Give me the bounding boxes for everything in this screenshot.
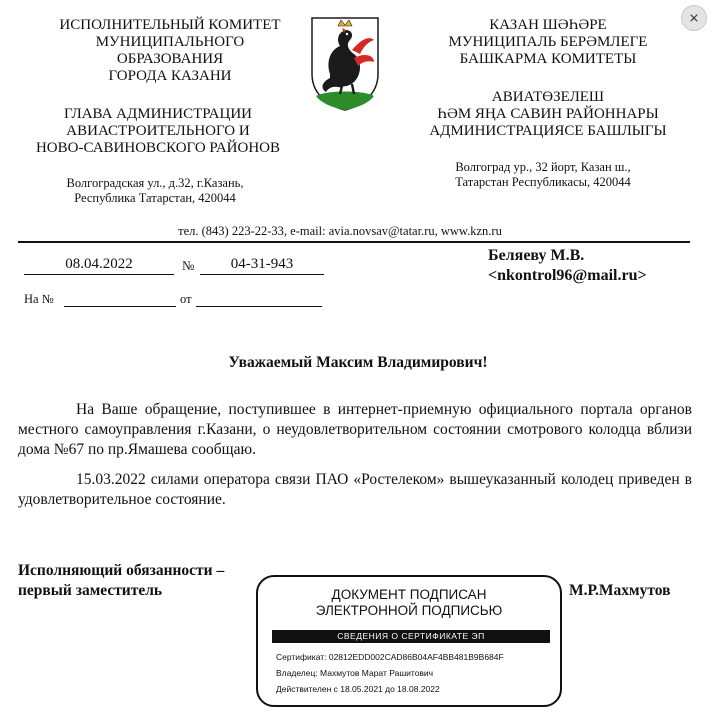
left-head-line: НОВО-САВИНОВСКОГО РАЙОНОВ [35,140,281,156]
left-org-line: ОБРАЗОВАНИЯ [116,51,224,67]
left-head-line: АВИАСТРОИТЕЛЬНОГО И [66,123,250,139]
left-address-line: Республика Татарстан, 420044 [74,191,236,205]
recipient-block [488,246,647,286]
number-label: № [182,258,195,273]
left-address [20,176,290,206]
electronic-signature-stamp [256,575,562,707]
right-org-line: МУНИЦИПАЛЬ БЕРӘМЛЕГЕ [448,34,648,50]
stamp-title-line: ЭЛЕКТРОННОЙ ПОДПИСЬЮ [315,603,503,618]
stamp-certificate-bar: СВЕДЕНИЯ О СЕРТИФИКАТЕ ЭП [272,630,550,643]
left-org-line: МУНИЦИПАЛЬНОГО [95,34,245,50]
signer-position [18,561,224,601]
body-paragraph-1: На Ваше обращение, поступившее в интернет-приемную официального портала органов местного самоуправления г.Казани, о неудовлетворительном состоянии смотрового колодца вблизи дома №67 по пр.Ямашева сообщаю. [18,401,692,458]
ref-date-field [196,291,322,307]
stamp-validity: Действителен с 18.05.2021 до 18.08.2022 [276,684,440,694]
right-address-line: Волгоград ур., 32 йорт, Казан ш., [455,160,631,174]
left-head-block [8,106,308,157]
left-org-line: ИСПОЛНИТЕЛЬНЫЙ КОМИТЕТ [59,17,281,33]
right-address-line: Татарстан Республикасы, 420044 [455,175,631,189]
right-head-block [398,89,698,140]
right-head-line: ҺӘМ ЯҢА САВИН РАЙОННАРЫ [437,106,659,122]
recipient-email: <nkontrol96@mail.ru> [488,267,647,284]
right-address [408,160,678,190]
signer-position-line: первый заместитель [18,582,163,599]
body-paragraph-2: 15.03.2022 силами оператора связи ПАО «Ростелеком» вышеуказанный колодец приведен в удовлетворительное состояние. [18,471,692,508]
left-org-line: ГОРОДА КАЗАНИ [108,68,232,84]
salutation: Уважаемый Максим Владимирович! [228,354,488,371]
stamp-certificate: Сертификат: 02812EDD002CAD86B04AF4BB481B9B684F [276,652,504,662]
left-head-line: ГЛАВА АДМИНИСТРАЦИИ [63,106,252,122]
registration-number: 04-31-943 [200,256,324,275]
close-icon: ⨯ [688,10,700,26]
ref-from-label: от [180,292,192,306]
right-org-block [398,17,698,68]
signer-name: М.Р.Махмутов [569,582,671,599]
registration-date: 08.04.2022 [24,256,174,275]
ref-number-field [64,291,176,307]
ref-label: На № [24,292,54,306]
right-head-line: АДМИНИСТРАЦИЯСЕ БАШЛЫГЫ [429,123,667,139]
stamp-title-line: ДОКУМЕНТ ПОДПИСАН [331,587,487,602]
contacts-line: тел. (843) 223-22-33, e-mail: avia.novsav@tatar.ru, www.kzn.ru [178,224,502,238]
right-org-line: КАЗАН ШӘҺӘРЕ [489,17,607,33]
right-org-line: БАШКАРМА КОМИТЕТЫ [459,51,637,67]
kazan-coat-of-arms [308,16,382,112]
header-rule [18,241,690,243]
left-org-block [20,17,320,85]
left-address-line: Волгоградская ул., д.32, г.Казань, [66,176,244,190]
right-head-line: АВИАТӨЗЕЛЕШ [491,89,605,105]
stamp-owner: Владелец: Махмутов Марат Рашитович [276,668,434,678]
coat-of-arms-icon [308,16,382,112]
recipient-name: Беляеву М.В. [488,247,585,264]
signer-position-line: Исполняющий обязанности – [18,562,225,579]
stamp-title [258,587,560,619]
